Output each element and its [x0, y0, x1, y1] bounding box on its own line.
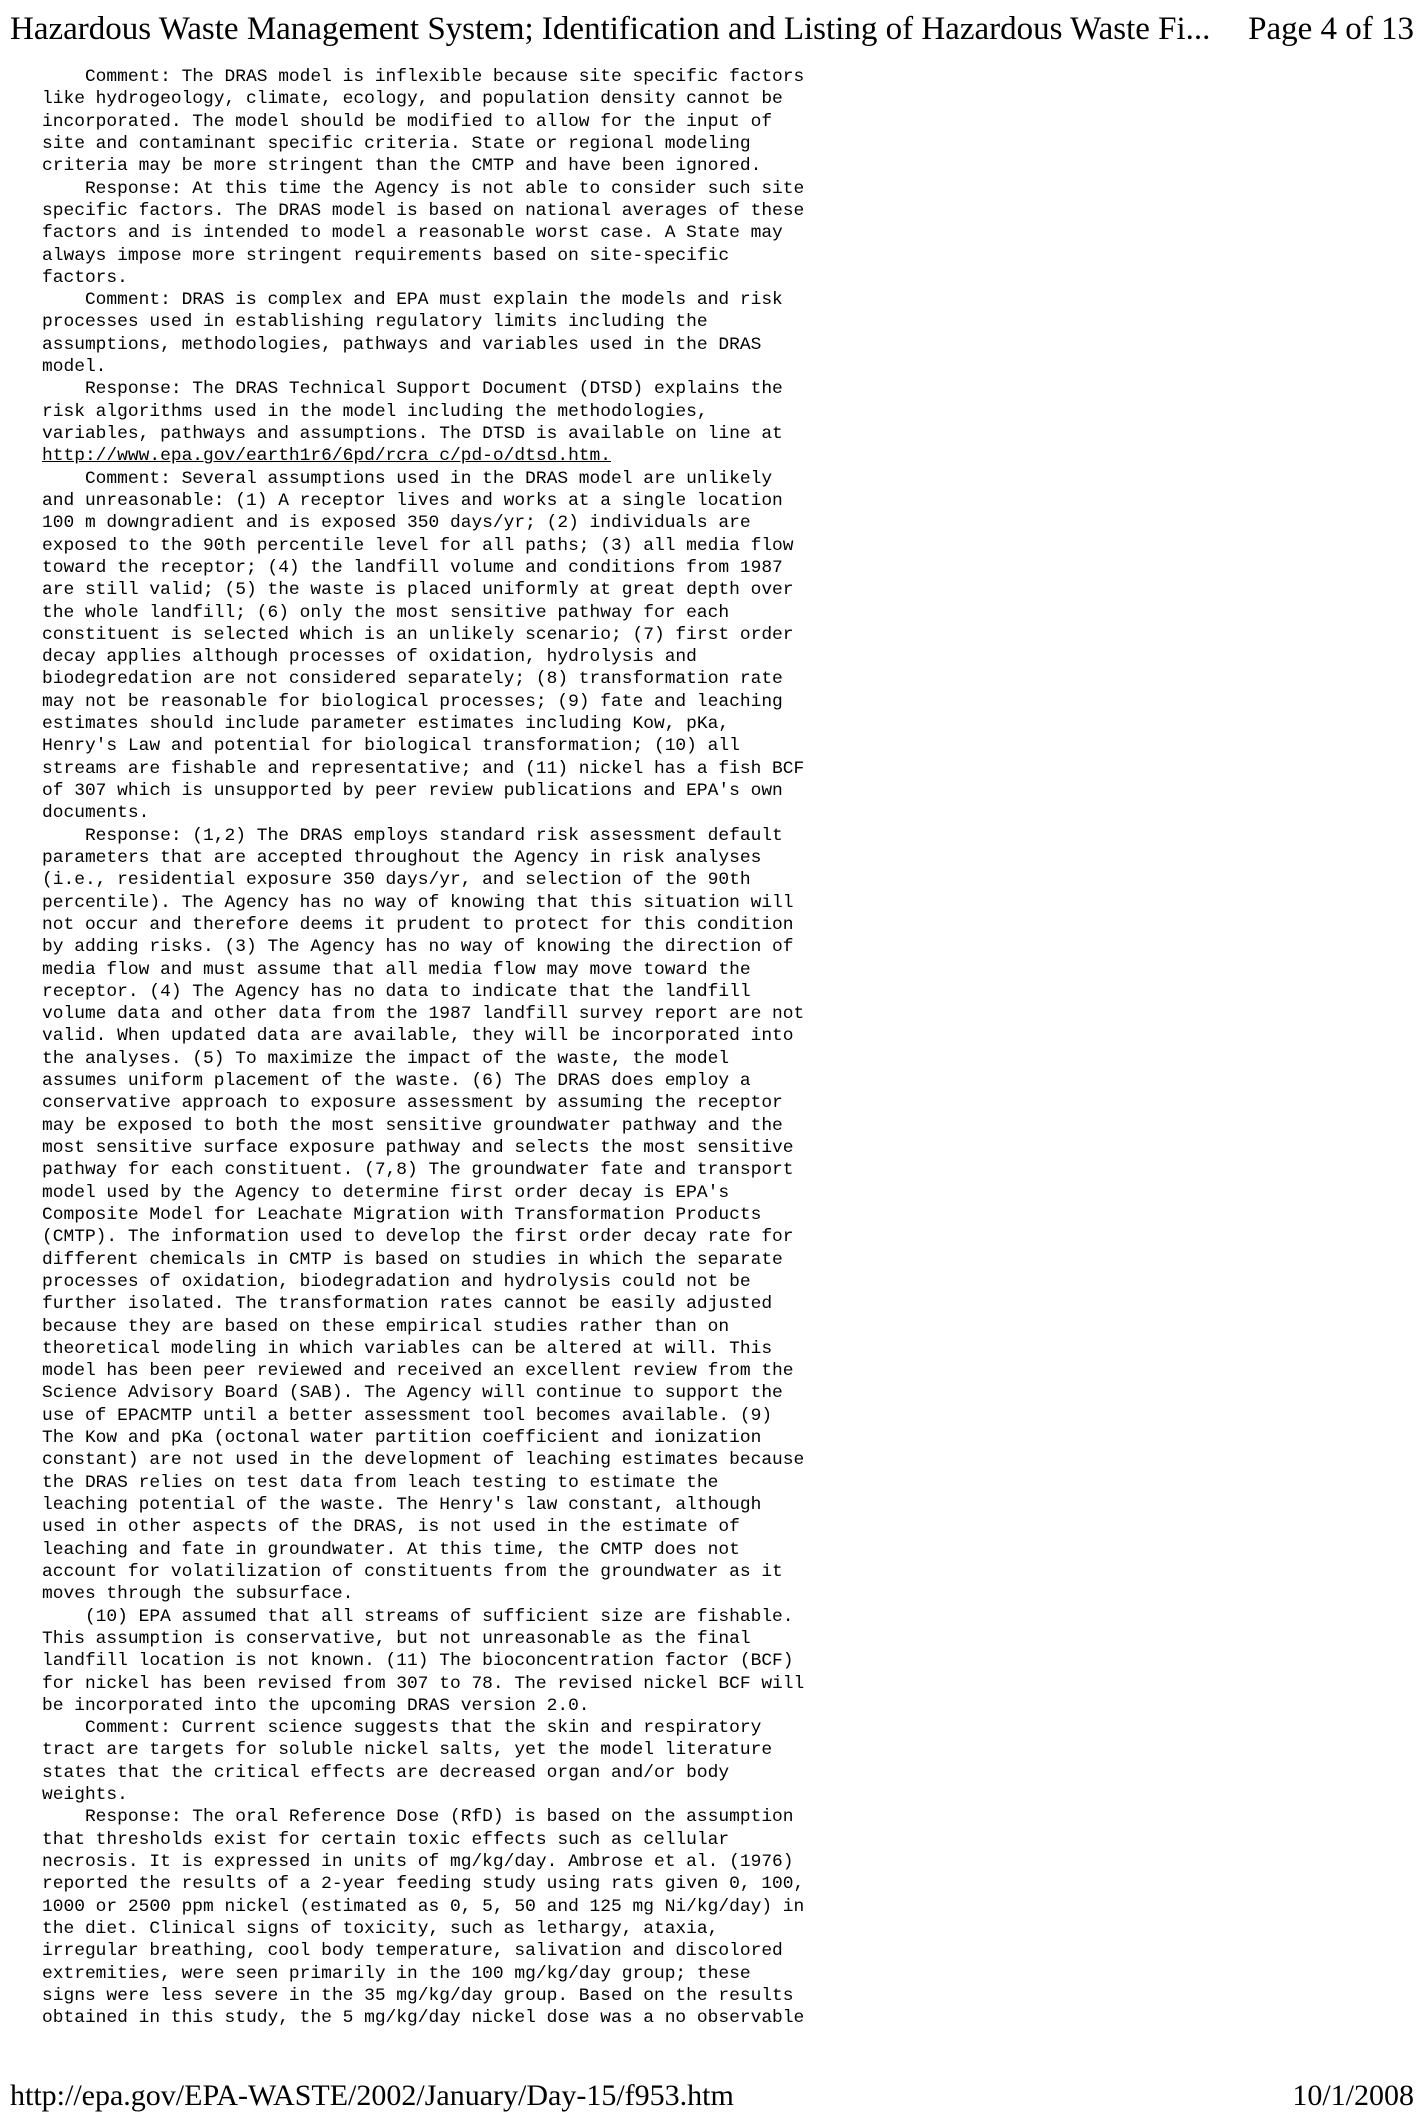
body-line: landfill location is not known. (11) The bioconcentration factor (BCF): [42, 1651, 794, 1672]
body-line: leaching potential of the waste. The Henry's law constant, although: [42, 1495, 762, 1515]
body-line: 100 m downgradient and is exposed 350 days/yr; (2) individuals are: [42, 513, 751, 534]
body-line: weights.: [42, 1785, 128, 1806]
body-line: parameters that are accepted throughout the Agency in risk analyses: [42, 847, 762, 868]
body-line: model.: [42, 357, 107, 378]
body-line: variables, pathways and assumptions. The DTSD is available on line at: [42, 424, 783, 444]
body-line: (10) EPA assumed that all streams of sufficient size are fishable.: [42, 1606, 794, 1627]
body-line: assumptions, methodologies, pathways and variables used in the DRAS: [42, 334, 762, 355]
body-line: model has been peer reviewed and received an excellent review from the: [42, 1361, 794, 1382]
body-line: Science Advisory Board (SAB). The Agency will continue to support the: [42, 1383, 783, 1404]
body-line: 1000 or 2500 ppm nickel (estimated as 0, 5, 50 and 125 mg Ni/kg/day) in: [42, 1896, 805, 1917]
body-line: estimates should include parameter estimates including Kow, pKa,: [42, 714, 730, 735]
body-line: pathway for each constituent. (7,8) The groundwater fate and transport: [42, 1160, 794, 1181]
body-line: biodegredation are not considered separately; (8) transformation rate: [42, 669, 783, 690]
body-line: may be exposed to both the most sensitive groundwater pathway and the: [42, 1115, 783, 1136]
body-line: not occur and therefore deems it prudent to protect for this condition: [42, 914, 794, 935]
page-number: Page 4 of 13: [1248, 11, 1414, 47]
body-line: model used by the Agency to determine first order decay is EPA's: [42, 1182, 730, 1203]
footer-url: http://epa.gov/EPA-WASTE/2002/January/Day-15/f953.htm: [10, 2079, 734, 2112]
body-line: irregular breathing, cool body temperature, salivation and discolored: [42, 1941, 783, 1962]
footer-date: 10/1/2008: [1292, 2079, 1414, 2112]
body-line: obtained in this study, the 5 mg/kg/day nickel dose was a no observable: [42, 2008, 805, 2029]
body-line: media flow and must assume that all media flow may move toward the: [42, 959, 751, 980]
body-line: the DRAS relies on test data from leach testing to estimate the: [42, 1472, 719, 1493]
body-line: criteria may be more stringent than the CMTP and have been ignored.: [42, 156, 762, 177]
body-line: volume data and other data from the 1987 landfill survey report are not: [42, 1004, 805, 1025]
body-line: conservative approach to exposure assessment by assuming the receptor: [42, 1093, 783, 1114]
body-line: signs were less severe in the 35 mg/kg/day group. Based on the results: [42, 1985, 794, 2006]
body-line: Response: The DRAS Technical Support Document (DTSD) explains the: [42, 379, 783, 400]
body-line: incorporated. The model should be modified to allow for the input of: [42, 111, 773, 132]
body-line: receptor. (4) The Agency has no data to indicate that the landfill: [42, 981, 751, 1002]
body-line: factors.: [42, 267, 128, 288]
body-line: like hydrogeology, climate, ecology, and population density cannot be: [42, 89, 783, 110]
body-line: the analyses. (5) To maximize the impact of the waste, the model: [42, 1048, 730, 1069]
body-line: by adding risks. (3) The Agency has no way of knowing the direction of: [42, 937, 794, 958]
body-line: Comment: The DRAS model is inflexible because site specific factors: [42, 67, 805, 87]
document-title: Hazardous Waste Management System; Identification and Listing of Hazardous Waste Fi...: [10, 11, 1211, 47]
body-line: are still valid; (5) the waste is placed uniformly at great depth over: [42, 580, 794, 601]
document-body: [42, 66, 902, 2030]
body-line: Response: At this time the Agency is not able to consider such site: [42, 178, 805, 199]
body-line: exposed to the 90th percentile level for all paths; (3) all media flow: [42, 535, 794, 556]
body-line: the whole landfill; (6) only the most sensitive pathway for each: [42, 602, 730, 623]
page-header: [10, 6, 1414, 52]
body-line: Response: The oral Reference Dose (RfD) is based on the assumption: [42, 1807, 794, 1828]
body-line: processes used in establishing regulatory limits including the: [42, 312, 708, 333]
body-line: Composite Model for Leachate Migration with Transformation Products: [42, 1204, 762, 1225]
body-line: constituent is selected which is an unlikely scenario; (7) first order: [42, 624, 794, 645]
body-line: risk algorithms used in the model including the methodologies,: [42, 401, 708, 422]
body-line: This assumption is conservative, but not unreasonable as the final: [42, 1628, 751, 1649]
body-line: Henry's Law and potential for biological transformation; (10) all: [42, 736, 740, 757]
body-line: The Kow and pKa (octonal water partition coefficient and ionization: [42, 1428, 762, 1449]
body-line: specific factors. The DRAS model is based on national averages of these: [42, 200, 805, 221]
body-line: use of EPACMTP until a better assessment tool becomes available. (9): [42, 1405, 773, 1426]
body-line: the diet. Clinical signs of toxicity, such as lethargy, ataxia,: [42, 1918, 719, 1939]
body-line: tract are targets for soluble nickel salts, yet the model literature: [42, 1740, 773, 1761]
body-line: theoretical modeling in which variables can be altered at will. This: [42, 1338, 773, 1359]
dtsd-link[interactable]: http://www.epa.gov/earth1r6/6pd/rcra_c/pd-o/dtsd.htm.: [42, 446, 612, 467]
body-line: site and contaminant specific criteria. State or regional modeling: [42, 133, 751, 154]
body-line: be incorporated into the upcoming DRAS version 2.0.: [42, 1695, 590, 1716]
body-line: that thresholds exist for certain toxic effects such as cellular: [42, 1829, 730, 1850]
body-line: different chemicals in CMTP is based on studies in which the separate: [42, 1249, 783, 1270]
body-line: moves through the subsurface.: [42, 1584, 354, 1605]
body-line: assumes uniform placement of the waste. (6) The DRAS does employ a: [42, 1071, 751, 1092]
body-line: leaching and fate in groundwater. At this time, the CMTP does not: [42, 1539, 740, 1560]
body-line: toward the receptor; (4) the landfill volume and conditions from 1987: [42, 557, 783, 578]
body-line: extremities, were seen primarily in the 100 mg/kg/day group; these: [42, 1963, 751, 1984]
body-line: Comment: Current science suggests that the skin and respiratory: [42, 1718, 762, 1739]
body-line: decay applies although processes of oxidation, hydrolysis and: [42, 647, 697, 668]
body-line: always impose more stringent requirements based on site-specific: [42, 245, 730, 266]
page-footer: [10, 2074, 1414, 2118]
body-line: valid. When updated data are available, they will be incorporated into: [42, 1026, 794, 1047]
body-line: (CMTP). The information used to develop the first order decay rate for: [42, 1227, 794, 1248]
body-line: streams are fishable and representative; and (11) nickel has a fish BCF: [42, 758, 805, 779]
body-line: most sensitive surface exposure pathway and selects the most sensitive: [42, 1138, 794, 1158]
body-line: constant) are not used in the development of leaching estimates because: [42, 1450, 805, 1471]
body-line: Response: (1,2) The DRAS employs standard risk assessment default: [42, 825, 783, 846]
body-line: Comment: Several assumptions used in the DRAS model are unlikely: [42, 468, 773, 489]
body-line: (i.e., residential exposure 350 days/yr, and selection of the 90th: [42, 870, 751, 891]
body-line: factors and is intended to model a reasonable worst case. A State may: [42, 223, 783, 244]
body-line: Comment: DRAS is complex and EPA must explain the models and risk: [42, 290, 783, 311]
body-line: percentile). The Agency has no way of knowing that this situation will: [42, 892, 794, 913]
body-line: because they are based on these empirical studies rather than on: [42, 1316, 730, 1337]
body-line: account for volatilization of constituents from the groundwater as it: [42, 1561, 783, 1582]
body-line: used in other aspects of the DRAS, is not used in the estimate of: [42, 1517, 740, 1538]
body-line: reported the results of a 2-year feeding study using rats given 0, 100,: [42, 1874, 805, 1895]
body-line: processes of oxidation, biodegradation and hydrolysis could not be: [42, 1271, 751, 1292]
body-line: necrosis. It is expressed in units of mg/kg/day. Ambrose et al. (1976): [42, 1852, 794, 1872]
body-line: further isolated. The transformation rates cannot be easily adjusted: [42, 1294, 773, 1315]
body-line: documents.: [42, 803, 150, 824]
body-line: for nickel has been revised from 307 to 78. The revised nickel BCF will: [42, 1673, 805, 1694]
body-line: of 307 which is unsupported by peer review publications and EPA's own: [42, 781, 783, 801]
body-line: and unreasonable: (1) A receptor lives and works at a single location: [42, 490, 783, 511]
body-line: may not be reasonable for biological processes; (9) fate and leaching: [42, 691, 783, 712]
body-line: states that the critical effects are decreased organ and/or body: [42, 1762, 730, 1783]
